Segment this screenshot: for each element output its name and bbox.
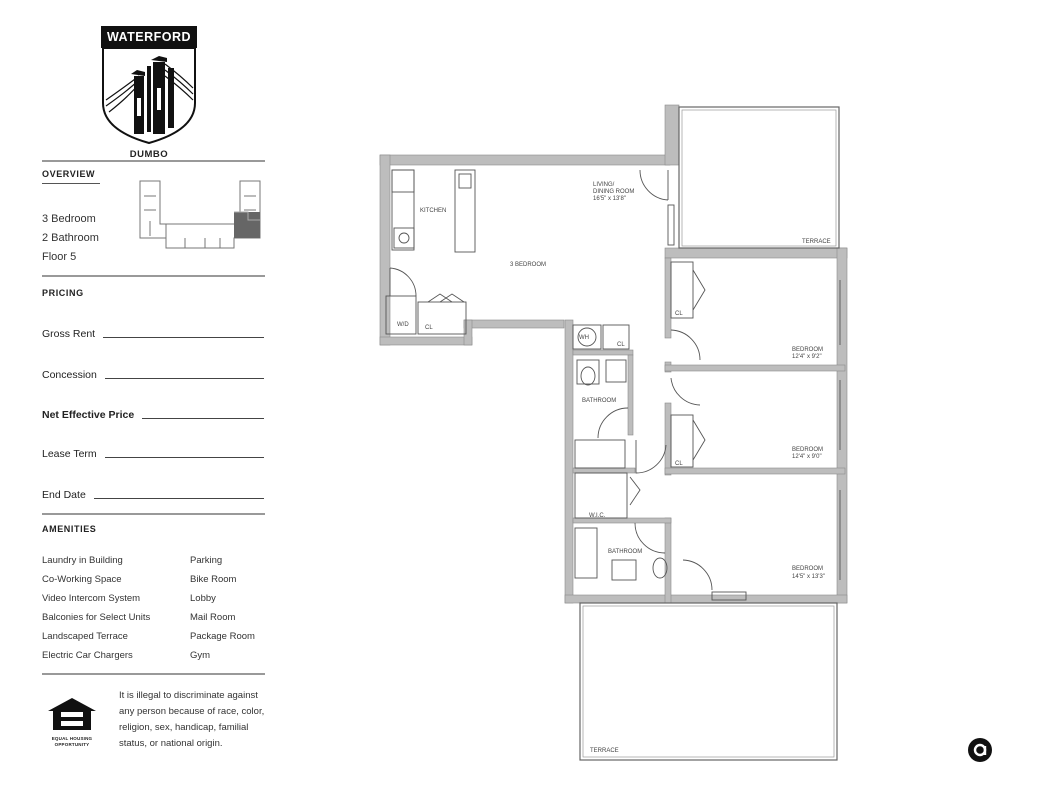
terrace-top-outline [679,107,839,248]
wall [573,518,671,523]
walk-in-closet [575,473,627,518]
amenity-item: Laundry in Building [42,555,123,566]
bedroom-dimension: 12'4" x 9'2" [792,354,822,360]
bathroom-count: 2 Bathroom [42,232,99,244]
wall [380,155,670,165]
bathroom-label: BATHROOM [608,549,643,555]
bedroom-dimension: 14'5" x 13'3" [792,574,825,580]
terrace-label: TERRACE [802,239,831,245]
kitchen-island [455,170,475,252]
wall [464,320,472,345]
wall [628,355,633,435]
closet-label: CL [425,325,433,331]
pricing-heading: PRICING [42,288,84,298]
amenity-item: Package Room [190,631,255,642]
fair-housing-disclaimer: It is illegal to discriminate against any person because of race, color, religion, sex, handicap, familial status, or national origin. [119,690,265,749]
amenities-heading: AMENITIES [42,524,97,534]
lease-term-label: Lease Term [42,448,97,460]
bedroom-label: BEDROOM [792,566,824,572]
closet-label: CL [617,342,625,348]
logo-name: WATERFORD [101,26,197,48]
wall [665,258,671,338]
wall [665,403,671,475]
wall [665,248,847,258]
washer-dryer-label: W/D [397,322,409,328]
equal-housing-line1: EQUAL HOUSING [51,736,93,741]
closet-label: CL [675,311,683,317]
toilet-icon [577,360,599,384]
washer-dryer [386,296,416,334]
walk-in-closet-label: W.I.C. [589,513,606,519]
terrace-label: TERRACE [590,748,619,754]
living-dimension: 16'5" x 13'8" [593,196,626,202]
amenity-item: Electric Car Chargers [42,650,133,661]
wall [665,518,671,603]
amenity-item: Parking [190,555,223,566]
floor-number: Floor 5 [42,251,77,263]
wall [665,468,845,474]
unit-type-label: 3 BEDROOM [510,262,547,268]
closet-label: CL [675,461,683,467]
end-date-label: End Date [42,489,86,501]
wall [464,320,564,328]
bedroom-label: BEDROOM [792,447,824,453]
wall [380,155,390,345]
closet [671,415,693,467]
wall [380,337,472,345]
amenity-item: Mail Room [190,612,236,623]
overview-heading-text: OVERVIEW [42,169,96,179]
wall [565,595,847,603]
water-heater-label: WH [579,335,589,341]
sink-icon [612,560,636,580]
living-label-2: DINING ROOM [593,189,635,195]
logo-neighborhood: DUMBO [129,149,169,160]
bathroom-label: BATHROOM [582,398,617,404]
amenity-item: Bike Room [190,574,237,585]
bathtub-icon [575,528,597,578]
equal-housing-line2: OPPORTUNITY [54,742,90,747]
kitchen-label: KITCHEN [420,208,447,214]
amenity-item: Landscaped Terrace [42,631,128,642]
amenity-item: Balconies for Select Units [42,612,151,623]
closet [603,325,629,349]
bedroom-count: 3 Bedroom [42,213,96,225]
wall [665,365,845,371]
kitchen-counter [392,170,414,250]
bathtub-icon [575,440,625,468]
wall [837,248,847,603]
gross-rent-label: Gross Rent [42,328,96,340]
wall [565,320,573,603]
amenity-item: Co-Working Space [42,574,122,585]
living-label: LIVING/ [593,182,615,188]
terrace-bottom-outline [580,603,837,760]
closet [671,262,693,318]
bedroom-label: BEDROOM [792,347,824,353]
amenity-item: Lobby [190,593,216,604]
bedroom-dimension: 12'4" x 9'0" [792,454,822,460]
amenity-item: Gym [190,650,211,661]
wall [573,350,633,355]
wall [573,468,635,473]
stove-icon [394,228,414,248]
sink-icon [606,360,626,382]
amenity-item: Video Intercom System [42,593,141,604]
concession-label: Concession [42,369,97,381]
wall [665,105,679,165]
net-effective-label: Net Effective Price [42,409,135,421]
brand-mark-icon [967,737,993,763]
